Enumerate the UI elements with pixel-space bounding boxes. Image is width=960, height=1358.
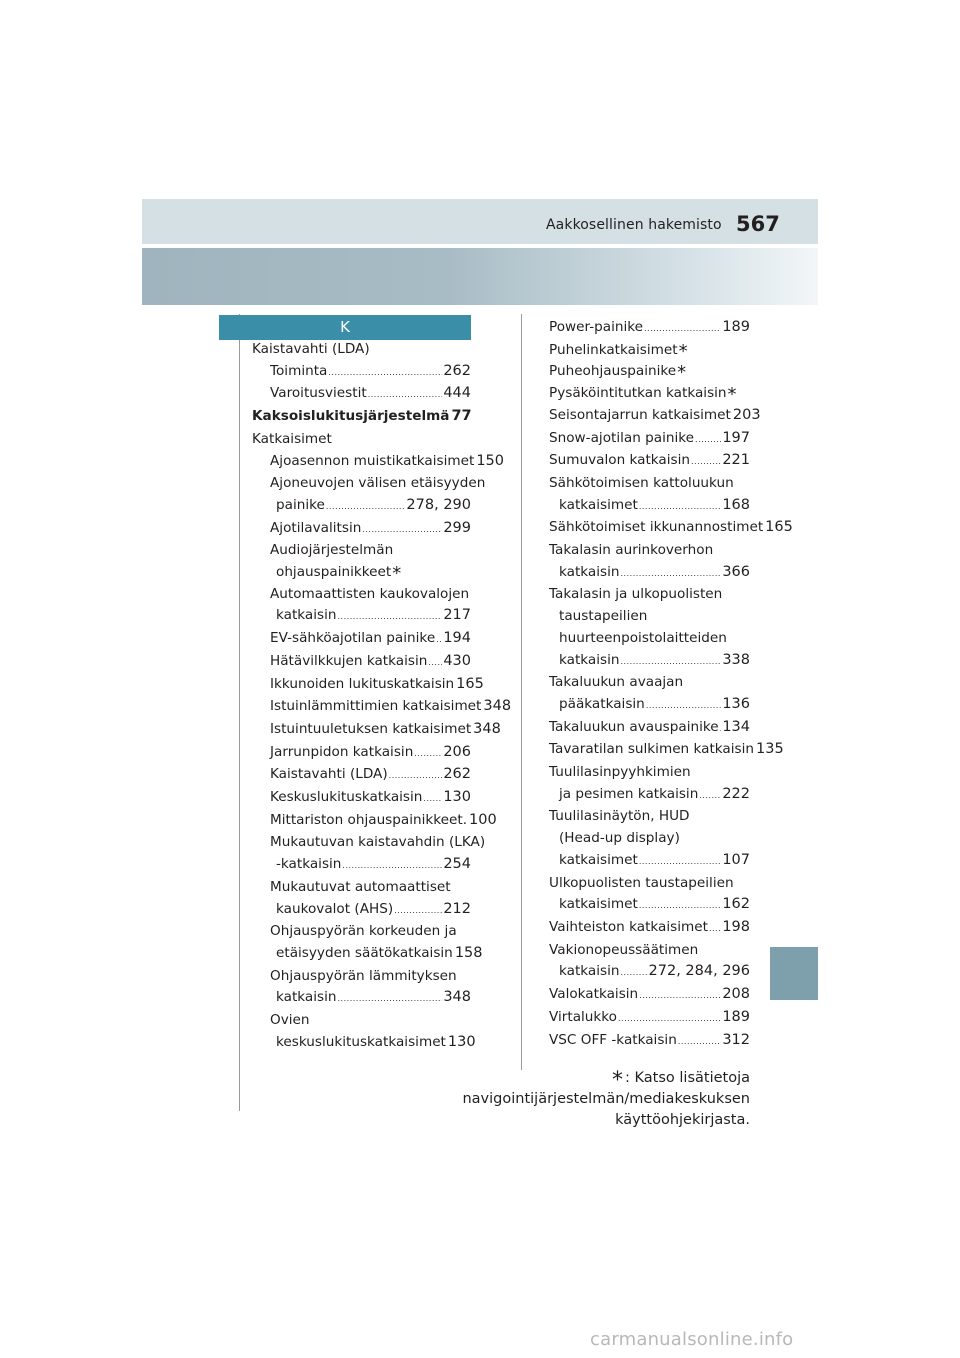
index-entry-label: Kaistavahti (LDA)	[270, 766, 388, 783]
index-entry-page: 100	[469, 811, 497, 828]
index-entry-label: -katkaisin	[276, 856, 342, 873]
index-entry-label: Jarrunpidon katkaisin	[270, 743, 414, 760]
footnote-asterisk: *	[677, 362, 687, 384]
index-entry-label: Keskuslukituskatkaisin	[270, 789, 423, 806]
leader-dots	[720, 718, 722, 740]
index-entry	[252, 943, 483, 966]
leader-dots	[428, 652, 442, 674]
leader-dots	[644, 318, 721, 340]
index-entry-label: painike	[276, 496, 325, 513]
index-heading	[549, 540, 750, 562]
index-heading	[549, 940, 750, 962]
index-entry-page: 165	[765, 519, 793, 536]
index-entry-page: 130	[443, 789, 471, 806]
leader-dots	[326, 496, 406, 518]
index-entry-page: 254	[443, 856, 471, 873]
index-entry-page: 299	[443, 519, 471, 536]
index-heading-label: Kaistavahti (LDA)	[252, 341, 370, 357]
index-heading	[252, 562, 471, 584]
index-entry	[549, 1030, 750, 1053]
index-heading	[549, 383, 750, 405]
index-entry	[252, 651, 471, 674]
index-entry	[549, 1007, 750, 1030]
index-entry-label: Toiminta	[270, 362, 328, 379]
index-entry	[252, 361, 471, 384]
leader-dots	[621, 651, 722, 673]
watermark: carmanualsonline.info	[590, 1329, 794, 1350]
index-entry-page: 198	[722, 918, 750, 935]
index-entry-label: katkaisimet	[559, 496, 638, 513]
index-heading	[549, 762, 750, 784]
index-entry-page: 278, 290	[406, 496, 471, 513]
index-heading	[252, 966, 471, 988]
index-heading	[252, 429, 471, 451]
index-entry-page: 189	[722, 1008, 750, 1025]
index-entry	[252, 605, 471, 628]
index-heading	[549, 806, 750, 828]
index-entry-label: etäisyyden säätökatkaisin	[276, 944, 453, 961]
index-entry-label: Snow-ajotilan painike	[549, 429, 695, 446]
index-heading	[549, 606, 750, 628]
index-entry-label: katkaisin	[559, 963, 620, 980]
index-entry-page: 348	[483, 698, 512, 715]
index-entry	[549, 984, 750, 1007]
leader-dots	[423, 788, 442, 810]
index-heading-label: Takalasin aurinkoverhon	[549, 542, 714, 559]
index-entry-label: Vaihteiston katkaisimet	[549, 918, 708, 935]
leader-dots	[639, 496, 721, 518]
index-entry-page: 221	[722, 452, 750, 469]
index-heading-label: taustapeilien	[559, 608, 648, 625]
footnote-asterisk: *	[392, 563, 402, 585]
index-heading	[549, 473, 750, 495]
index-entry-label: Ajoasennon muistikatkaisimet	[270, 452, 475, 469]
index-heading	[252, 1010, 471, 1032]
index-entry-label: Takaluukun avauspainike	[549, 718, 719, 735]
index-heading-label: Takalasin ja ulkopuolisten	[549, 586, 723, 603]
leader-dots	[618, 1008, 721, 1030]
index-entry	[252, 674, 484, 697]
index-heading-label: Ulkopuolisten taustapeilien	[549, 874, 734, 891]
page-number: 567	[736, 212, 780, 236]
index-entry	[252, 742, 471, 765]
index-entry	[252, 628, 471, 651]
leader-dots	[639, 895, 721, 917]
index-heading-label: Audiojärjestelmän	[270, 542, 394, 559]
index-entry-page: 217	[443, 607, 471, 624]
leader-dots	[362, 519, 442, 541]
index-entry-label: Ikkunoiden lukituskatkaisin	[270, 675, 455, 692]
index-entry-page: 208	[722, 986, 750, 1003]
leader-dots	[338, 988, 443, 1010]
index-entry	[252, 451, 504, 474]
index-heading	[252, 540, 471, 562]
index-entry-label: Valokatkaisin	[549, 986, 639, 1003]
index-entry	[549, 450, 750, 473]
index-entry-label: Ajotilavalitsin	[270, 519, 362, 536]
leader-dots	[621, 962, 648, 984]
leader-dots	[709, 918, 721, 940]
index-entry-label: katkaisin	[276, 989, 337, 1006]
index-heading-label: ohjauspainikkeet	[276, 564, 392, 581]
index-entry-label: ja pesimen katkaisin	[559, 785, 699, 802]
index-entry-label: VSC OFF -katkaisin	[549, 1031, 677, 1048]
index-entry	[252, 383, 471, 406]
index-entry	[549, 562, 750, 585]
index-entry-label: Istuintuuletuksen katkaisimet	[270, 720, 472, 737]
index-heading	[252, 877, 471, 899]
index-entry	[252, 764, 471, 787]
index-entry-page: 135	[756, 741, 784, 758]
index-entry-page: 430	[443, 652, 471, 669]
index-entry-page: 158	[454, 944, 483, 961]
index-entry-page: 130	[447, 1033, 476, 1050]
index-entry	[252, 854, 471, 877]
index-entry	[252, 810, 497, 833]
index-heading-label: Tuulilasinpyyhkimien	[549, 764, 691, 781]
index-entry	[549, 850, 750, 873]
index-entry	[252, 696, 512, 719]
index-entry	[549, 961, 750, 984]
index-entry	[549, 717, 750, 740]
footnote-line-1	[330, 1068, 750, 1110]
index-heading-label: huurteenpoistolaitteiden	[559, 629, 727, 646]
index-entry-label: EV-sähköajotilan painike	[270, 630, 436, 647]
index-entry-page: 168	[722, 496, 750, 513]
index-heading-label: Katkaisimet	[252, 430, 332, 447]
index-entry	[549, 694, 750, 717]
index-heading-label: Ohjauspyörän korkeuden ja	[270, 923, 457, 940]
index-entry-page: 162	[722, 896, 750, 913]
index-entry-label: Kaksoislukitusjärjestelmä	[252, 408, 450, 425]
index-entry	[549, 405, 761, 428]
index-entry-page: 206	[443, 743, 471, 760]
index-entry	[549, 428, 750, 451]
index-heading-label: Mukautuvan kaistavahdin (LKA)	[270, 834, 486, 851]
index-entry-label: Sähkötoimiset ikkunannostimet	[549, 519, 764, 536]
index-heading	[549, 828, 750, 850]
index-entry-page: 338	[722, 651, 750, 668]
index-heading-label: Tuulilasinäytön, HUD	[549, 808, 690, 825]
index-heading-label: Pysäköintitutkan katkaisin	[549, 385, 727, 402]
leader-dots	[678, 1031, 721, 1053]
index-column-left	[252, 339, 512, 1055]
index-heading	[549, 361, 750, 383]
leader-dots	[328, 362, 442, 384]
index-entry-label: pääkatkaisin	[559, 695, 645, 712]
index-entry-label: Varoitusviestit	[270, 385, 367, 402]
index-entry	[252, 518, 471, 541]
index-entry-page: 197	[722, 429, 750, 446]
index-entry-label: Hätävilkkujen katkaisin	[270, 652, 428, 669]
index-entry	[252, 987, 471, 1010]
index-heading-label: (Head-up display)	[559, 830, 680, 847]
leader-dots	[436, 629, 442, 651]
index-heading-label: Ovien	[270, 1012, 310, 1029]
index-heading	[549, 672, 750, 694]
decorative-gradient-band	[142, 248, 818, 305]
index-heading	[549, 873, 750, 895]
index-entry-page: 272, 284, 296	[648, 963, 750, 980]
leader-dots	[414, 743, 442, 765]
index-entry-page: 107	[722, 851, 750, 868]
index-heading-label: Puhelinkatkaisimet	[549, 341, 678, 358]
index-entry-label: katkaisimet	[559, 896, 638, 913]
index-entry	[549, 894, 750, 917]
index-entry-label: katkaisin	[559, 651, 620, 668]
index-heading-label: Puheohjauspainike	[549, 363, 677, 380]
index-heading-label: Vakionopeussäätimen	[549, 941, 699, 958]
index-column-right	[549, 317, 793, 1052]
index-heading	[252, 339, 471, 361]
index-entry	[549, 784, 750, 807]
index-entry-page: 444	[443, 385, 471, 402]
index-entry	[252, 899, 471, 922]
index-heading	[252, 584, 471, 606]
index-entry	[549, 739, 784, 762]
index-heading-label: Sähkötoimisen kattoluukun	[549, 474, 734, 491]
left-margin-rule	[239, 314, 240, 1111]
index-heading-label: Automaattisten kaukovalojen	[270, 585, 470, 602]
chapter-side-tab	[770, 947, 818, 1000]
index-entry-label: Sumuvalon katkaisin	[549, 452, 691, 469]
footnote-asterisk: *	[678, 340, 688, 362]
leader-dots	[639, 985, 721, 1007]
index-entry-page: 165	[456, 675, 484, 692]
leader-dots	[621, 563, 722, 585]
section-letter-header: K	[219, 315, 471, 340]
index-heading	[549, 340, 750, 362]
index-entry-page: 348	[473, 720, 501, 737]
leader-dots	[699, 785, 721, 807]
leader-dots	[646, 695, 722, 717]
index-entry-page: 366	[722, 563, 750, 580]
index-entry-label: Seisontajarrun katkaisimet	[549, 406, 731, 423]
index-heading	[549, 584, 750, 606]
index-heading	[549, 628, 750, 650]
leader-dots	[389, 765, 443, 787]
index-entry-page: 77	[451, 408, 472, 425]
leader-dots	[691, 451, 721, 473]
index-entry	[549, 495, 750, 518]
index-entry	[549, 917, 750, 940]
leader-dots	[639, 851, 721, 873]
index-entry	[549, 650, 750, 673]
index-entry-page: 194	[443, 630, 471, 647]
index-entry-page: 150	[476, 452, 504, 469]
index-entry-page: 312	[722, 1031, 750, 1048]
index-entry-page: 203	[732, 406, 761, 423]
footnote-asterisk: *	[727, 384, 737, 406]
leader-dots	[342, 855, 442, 877]
index-entry	[252, 1032, 476, 1055]
index-heading-label: Mukautuvat automaattiset	[270, 878, 451, 895]
index-entry-label: katkaisin	[276, 607, 337, 624]
index-entry	[252, 719, 501, 742]
index-entry	[252, 787, 471, 810]
column-divider-rule	[521, 314, 522, 1070]
index-entry-page: 262	[443, 766, 471, 783]
index-entry-label: keskuslukituskatkaisimet	[276, 1033, 446, 1050]
leader-dots	[695, 429, 721, 451]
index-entry-page: 134	[722, 718, 750, 735]
footnote-text-1: : Katso lisätietoja navigointijärjestelmän/mediakeskuksen	[462, 1070, 750, 1107]
index-entry-label: Istuinlämmittimien katkaisimet	[270, 698, 482, 715]
index-heading-label: Takaluukun avaajan	[549, 674, 684, 691]
index-entry-label: Virtalukko	[549, 1008, 617, 1025]
index-entry-page: 262	[443, 362, 471, 379]
index-entry-label: kaukovalot (AHS)	[276, 900, 394, 917]
running-header-title: Aakkosellinen hakemisto	[546, 217, 722, 233]
index-heading	[252, 473, 486, 495]
index-entry-label: Power-painike	[549, 319, 644, 335]
index-entry-label: Mittariston ohjauspainikkeet.	[270, 811, 468, 828]
index-entry-page: 212	[443, 900, 471, 917]
index-entry	[252, 495, 471, 518]
index-entry-page: 189	[722, 319, 750, 335]
index-entry	[549, 517, 793, 540]
index-heading-label: Ajoneuvojen välisen etäisyyden	[270, 475, 486, 492]
index-entry-page: 222	[722, 785, 750, 802]
index-entry	[252, 406, 471, 429]
index-entry-label: katkaisimet	[559, 851, 638, 868]
index-entry-page: 136	[722, 695, 750, 712]
footnote-line-2: käyttöohjekirjasta.	[615, 1112, 750, 1128]
index-entry-label: katkaisin	[559, 563, 620, 580]
footnote-asterisk: *	[612, 1068, 624, 1093]
index-entry	[549, 317, 750, 340]
index-heading	[252, 921, 471, 943]
index-heading	[252, 832, 486, 854]
leader-dots	[394, 900, 442, 922]
index-entry-page: 348	[443, 989, 471, 1006]
leader-dots	[368, 384, 443, 406]
index-heading-label: Ohjauspyörän lämmityksen	[270, 967, 457, 984]
leader-dots	[338, 606, 443, 628]
footnote	[330, 1068, 750, 1131]
index-entry-label: Tavaratilan sulkimen katkaisin	[549, 741, 755, 758]
